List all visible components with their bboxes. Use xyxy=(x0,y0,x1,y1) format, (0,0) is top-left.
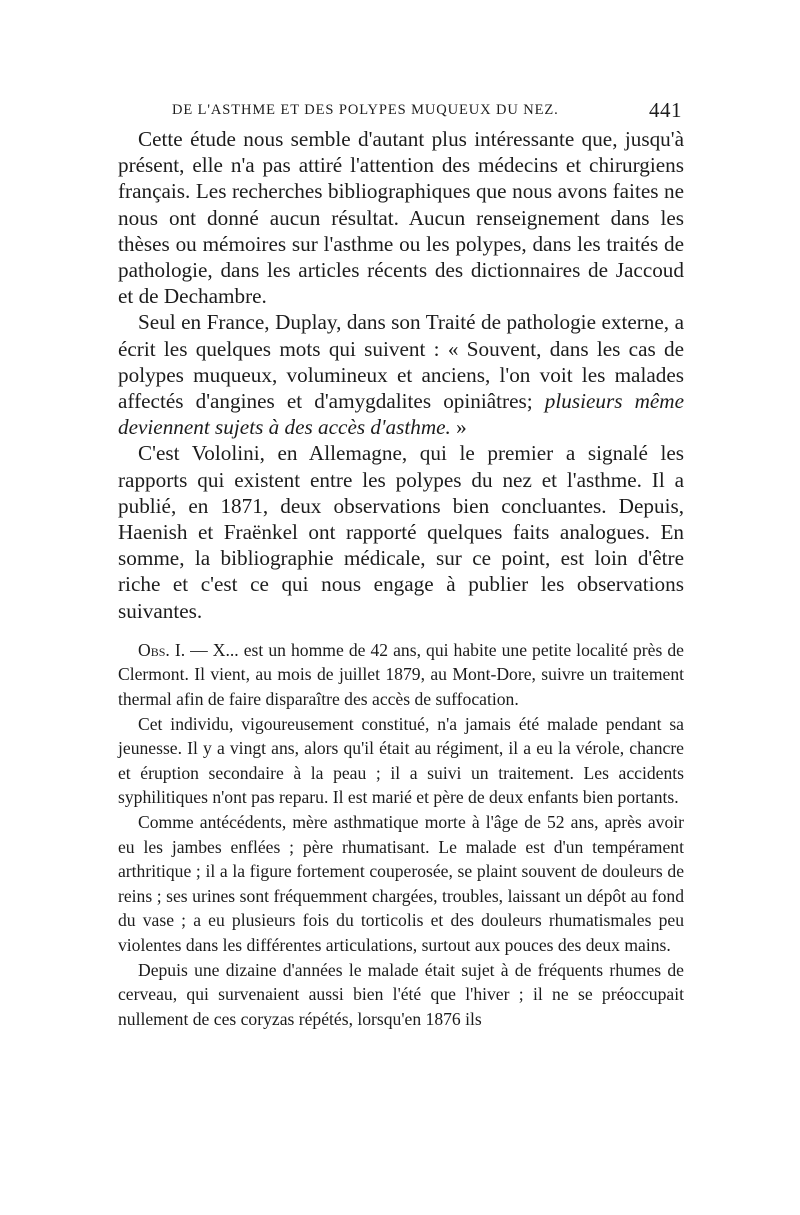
paragraph-text: Seul en France, Duplay, dans son Traité de pathologie externe, a écrit les quelques mots qui suivent : « Souvent, dans les cas de polypes muqueux, volumineux et anciens, l'on voit les malades affectés d'angines et d'amygdalites opiniâtres; xyxy=(118,310,684,414)
italic-quote: plusieurs même deviennent sujets à des accès d'asthme. xyxy=(118,389,684,440)
observation-paragraph: Cet individu, vigoureusement constitué, n'a jamais été malade pendant sa jeunesse. Il y a vingt ans, alors qu'il était au régiment, il a eu la vérole, chancre et éruption secondaire à la peau ; il a suivi un traitement. Les accidents syphilitiques n'ont pas reparu. Il est marié et père de deux enfants bien portants. xyxy=(118,713,684,808)
main-text xyxy=(118,126,684,624)
observation-paragraph: Depuis une dizaine d'années le malade était sujet à de fréquents rhumes de cerveau, qui survenaient aussi bien l'été que l'hiver ; il ne se préoccupait nullement de ces coryzas répétés, lorsqu'en 1876 ils xyxy=(118,959,684,1029)
running-title: DE L'ASTHME ET DES POLYPES MUQUEUX DU NEZ. xyxy=(172,102,559,118)
observation-text: — X... est un homme de 42 ans, qui habite une petite localité près de Clermont. Il vient, au mois de juillet 1879, au Mont-Dore, suivre un traitement thermal afin de faire disparaître des accès de suffocation. xyxy=(118,639,684,710)
observation-paragraph xyxy=(118,638,684,712)
paragraph xyxy=(118,309,684,440)
page-number: 441 xyxy=(649,98,682,122)
book-page xyxy=(118,98,684,1031)
paragraph: C'est Vololini, en Allemagne, qui le premier a signalé les rapports qui existent entre les polypes du nez et l'asthme. Il a publié, en 1871, deux observations bien concluantes. Depuis, Haenish et Fraënkel ont rapporté quelques faits analogues. En somme, la bibliographie médicale, sur ce point, est loin d'être riche et c'est ce qui nous engage à publier les observations suivantes. xyxy=(118,441,684,623)
observation-label: Obs. I. xyxy=(138,639,186,660)
paragraph: Cette étude nous semble d'autant plus intéressante que, jusqu'à présent, elle n'a pas attiré l'attention des médecins et chirurgiens français. Les recherches bibliographiques que nous avons faites ne nous ont donné aucun résultat. Aucun renseignement dans les thèses ou mémoires sur l'asthme ou les polypes, dans les traités de pathologie, dans les articles récents des dictionnaires de Jaccoud et de Dechambre. xyxy=(118,127,684,309)
observation-paragraph: Comme antécédents, mère asthmatique morte à l'âge de 52 ans, après avoir eu les jambes enflées ; père rhumatisant. Le malade est d'un tempérament arthritique ; il a la figure fortement couperosée, se plaint souvent de douleurs de reins ; ses urines sont fréquemment chargées, troubles, laissant un dépôt au fond du vase ; a eu plusieurs fois du torticolis et des douleurs rhumatismales peu violentes dans les différentes articulations, surtout aux pouces des deux mains. xyxy=(118,812,684,955)
quote-close: » xyxy=(450,415,467,440)
running-head xyxy=(118,98,684,124)
observation-block xyxy=(118,638,684,1032)
